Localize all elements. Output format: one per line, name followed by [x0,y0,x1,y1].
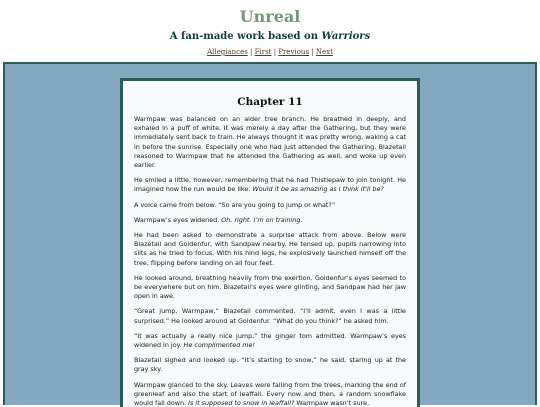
nav-link-first[interactable]: First [254,48,272,56]
paragraph-text: Warmpaw was balanced on an alder tree branch. He breathed in deeply, and exhaled in a puff of white. It was merely a day after the Gathering, but they were immediately sent back to train. He always thought it was pretty wrong, waking a cat in before the sunrise. Especially one who had just attended the Gathering. Blazetail reasoned to Warmpaw that he attended the Gathering as well, and woke up even earlier. [134,115,406,170]
nav-link-previous[interactable]: Previous [278,48,310,56]
story-paragraph [134,332,406,350]
subtitle-prefix: A fan-made work based on [169,31,322,42]
nav-link-next[interactable]: Next [315,48,333,56]
thought-text: He complimented me! [183,341,256,350]
story-paragraph [134,176,406,194]
nav-link-allegiances[interactable]: Allegiances [207,48,248,56]
chapter-page[interactable] [120,78,420,407]
chapter-body [134,115,406,407]
thought-text: Is it supposed to snow in leaffall? [188,399,295,407]
story-paragraph [134,115,406,170]
site-subtitle [0,30,540,43]
paragraph-text: Blazetail sighed and looked up. “It’s starting to snow,” he said, staring up at the gray sky. [134,356,406,374]
paragraph-text: A voice came from below. “So are you going to jump or what?” [134,200,336,209]
paragraph-text: Warmpaw’s eyes widened. [134,215,222,224]
site-title: Unreal [239,7,301,26]
story-paragraph [134,231,406,268]
nav-separator: | [311,48,314,56]
paragraph-text: Warmpaw glanced to the sky. Leaves were falling from the trees, marking the end of greenleaf and also the start of leaffall. Every now and then, a random snowflake would fall down. [134,380,406,407]
nav-separator: | [250,48,253,56]
content-frame [3,62,537,405]
story-paragraph [134,274,406,302]
paragraph-text: He smiled a little, however, remembering that he had Thistlepaw to join tonight. He imagined how the run would be like. [134,176,406,194]
story-paragraph [134,381,406,407]
thought-text: Oh, right. I’m on training. [221,215,303,224]
chapter-title: Chapter 11 [237,96,303,108]
story-paragraph [134,307,406,325]
paragraph-text: “It was actually a really nice jump,” the ginger tom admitted. Warmpaw’s eyes widened in joy. [134,331,406,350]
story-paragraph [134,356,406,374]
paragraph-text: He looked around, breathing heavily from the exertion. Goldenfur’s eyes seemed to be everywhere but on him. Blazetail’s eyes were glinting, and Sandpaw had her jaw open in awe. [134,273,406,301]
nav-separator: | [273,48,277,56]
paragraph-text: Warmpaw wasn’t sure. [294,399,370,407]
subtitle-work: Warriors [321,31,371,42]
story-paragraph [134,216,406,225]
paragraph-text: He had been asked to demonstrate a surprise attack from above. Below were Blazetail and Goldenfur, with Sandpaw nearby. He tensed up, pupils narrowing into slits as he tried to focus. With his hind legs, he explosively launched himself off the tree, flipping before landing on all four feet. [134,231,406,267]
chapter-nav [0,47,540,57]
thought-text: Would it be as amazing as I think it'll be? [252,185,384,194]
paragraph-text: “Great jump, Warmpaw,” Blazetail commented. “I’ll admit, even I was a little surprised.” He looked around at Goldenfur. “What do you think?” he asked him. [134,307,406,325]
story-paragraph [134,201,406,210]
chapter-content [134,96,406,407]
